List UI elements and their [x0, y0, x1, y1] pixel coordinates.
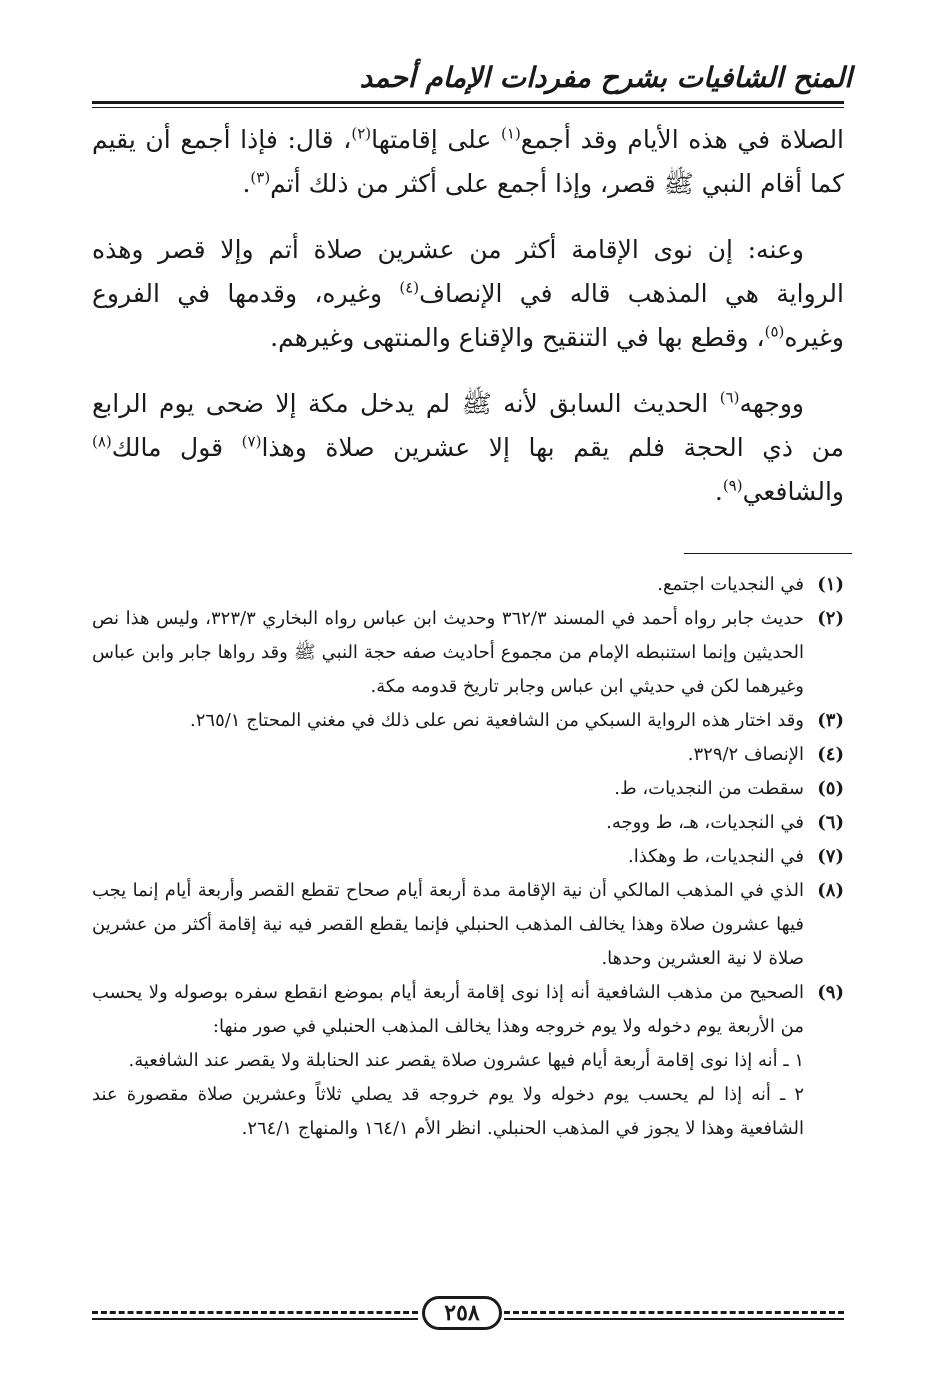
- footnote-number: (٦): [817, 812, 844, 833]
- footer-rule-right: [504, 1318, 844, 1320]
- footnote-separator: [684, 553, 852, 554]
- footnote-text: الإنصاف ٣٢٩/٢.: [687, 744, 804, 765]
- footnote-number: (٢): [817, 608, 844, 629]
- footnote-9-point-2: ٢ ـ أنه إذا لم يحسب يوم دخوله ولا يوم خروجه قد يصلي ثلاثاً وعشرين صلاة مقصورة عند الشافعية وهذا لا يجوز في المذهب الحنبلي. انظر الأم ١٦٤/١ والمنهاج ٢٦٤/١.: [92, 1084, 804, 1139]
- footer-dashed-rule-right: [504, 1311, 844, 1314]
- page-number: ٢٥٨: [422, 1296, 502, 1330]
- footnote-number: (٩): [817, 982, 844, 1003]
- footnote-4: [92, 738, 844, 772]
- main-text: [92, 118, 844, 514]
- footnote-2: [92, 602, 844, 704]
- footnote-5: [92, 772, 844, 806]
- footnote-text: سقطت من النجديات، ط.: [614, 778, 804, 799]
- footnote-ref-5[interactable]: (٥): [764, 322, 785, 341]
- footnote-6: [92, 806, 844, 840]
- footnote-number: (٣): [817, 710, 844, 731]
- footnote-8: [92, 874, 844, 976]
- footer-rule-left: [92, 1318, 418, 1320]
- footnote-text: حديث جابر رواه أحمد في المسند ٣٦٢/٣ وحديث ابن عباس رواه البخاري ٣٢٣/٣، وليس هذا نص الحديثين وإنما استنبطه الإمام من مجموع أحاديث صفه حجة النبي ﷺ وقد رواها جابر وابن عباس وغيرهما لكن في حديثي ابن عباس وجابر تاريخ قدومه مكة.: [92, 608, 804, 697]
- header-rule-thin: [92, 107, 844, 108]
- footer-dashed-rule-left: [92, 1311, 418, 1314]
- footnote-text: وقد اختار هذه الرواية السبكي من الشافعية نص على ذلك في مغني المحتاج ٢٦٥/١.: [190, 710, 804, 731]
- footnote-9-point-1: ١ ـ أنه إذا نوى إقامة أربعة أيام فيها عشرون صلاة يقصر عند الحنابلة ولا يقصر عند الشافعية.: [128, 1050, 804, 1071]
- footnote-number: (٧): [817, 846, 844, 867]
- footnote-ref-4[interactable]: (٤): [399, 278, 420, 297]
- footnote-text: الصحيح من مذهب الشافعية أنه إذا نوى إقامة أربعة أيام بموضع انقطع سفره بوصوله ولا يحسب من الأربعة يوم دخوله ولا يوم خروجه وهذا يخالف المذهب الحنبلي في صور منها:: [92, 982, 804, 1037]
- footnote-ref-8[interactable]: (٨): [92, 432, 112, 451]
- footnote-number: (٥): [817, 778, 844, 799]
- paragraph-3: ووجهه$^{(٦)}$ الحديث السابق لأنه ﷺ لم يدخل مكة إلا ضحى يوم الرابع من ذي الحجة فلم يقم بها إلا عشرين صلاة وهذا$^{(٧)}$ قول مالك$^{(٨)}$ والشافعي$^{(٩)}$.: [92, 388, 844, 506]
- header-rule-thick: [92, 101, 844, 104]
- footnote-text: في النجديات اجتمع.: [657, 574, 804, 595]
- page-footer: [92, 1296, 844, 1332]
- footnote-9: [92, 976, 844, 1044]
- paragraph-2: وعنه: إن نوى الإقامة أكثر من عشرين صلاة أتم وإلا قصر وهذه الرواية هي المذهب قاله في الإنصاف$^{(٤)}$ وغيره، وقدمها في الفروع وغيره$^{(٥)}$، وقطع بها في التنقيح والإقناع والمنتهى وغيرهم.: [92, 235, 844, 352]
- footnote-text: الذي في المذهب المالكي أن نية الإقامة مدة أربعة أيام صحاح تقطع القصر وأربعة أيام إنما يجب فيها عشرون صلاة وهذا يخالف المذهب الحنبلي فإنما يقطع القصر فيه نية إقامة أكثر من عشرين صلاة لا نية العشرين وحدها.: [92, 880, 804, 969]
- running-header-title: المنح الشافيات بشرح مفردات الإمام أحمد: [359, 61, 852, 94]
- footnote-ref-2[interactable]: (٢): [351, 124, 372, 143]
- paragraph-1: الصلاة في هذه الأيام وقد أجمع$^{(١)}$ على إقامتها$^{(٢)}$، قال: فإذا أجمع أن يقيم كما أقام النبي ﷺ قصر، وإذا أجمع على أكثر من ذلك أتم$^{(٣)}$.: [92, 124, 845, 198]
- footnote-text: في النجديات، ط وهكذا.: [628, 846, 804, 867]
- footnotes: [92, 568, 844, 1146]
- footnote-1: [92, 568, 844, 602]
- footnote-number: (١): [817, 574, 844, 595]
- footnote-3: [92, 704, 844, 738]
- footnote-number: (٨): [817, 880, 844, 901]
- footnote-7: [92, 840, 844, 874]
- footnote-text: في النجديات، هـ، ط ووجه.: [606, 812, 804, 833]
- footnote-ref-7[interactable]: (٧): [241, 432, 262, 451]
- footnote-number: (٤): [817, 744, 844, 765]
- footnote-ref-1[interactable]: (١): [501, 124, 521, 143]
- footnote-ref-9[interactable]: (٩): [722, 476, 743, 495]
- footnote-ref-3[interactable]: (٣): [250, 168, 271, 187]
- footnote-ref-6[interactable]: (٦): [719, 388, 740, 407]
